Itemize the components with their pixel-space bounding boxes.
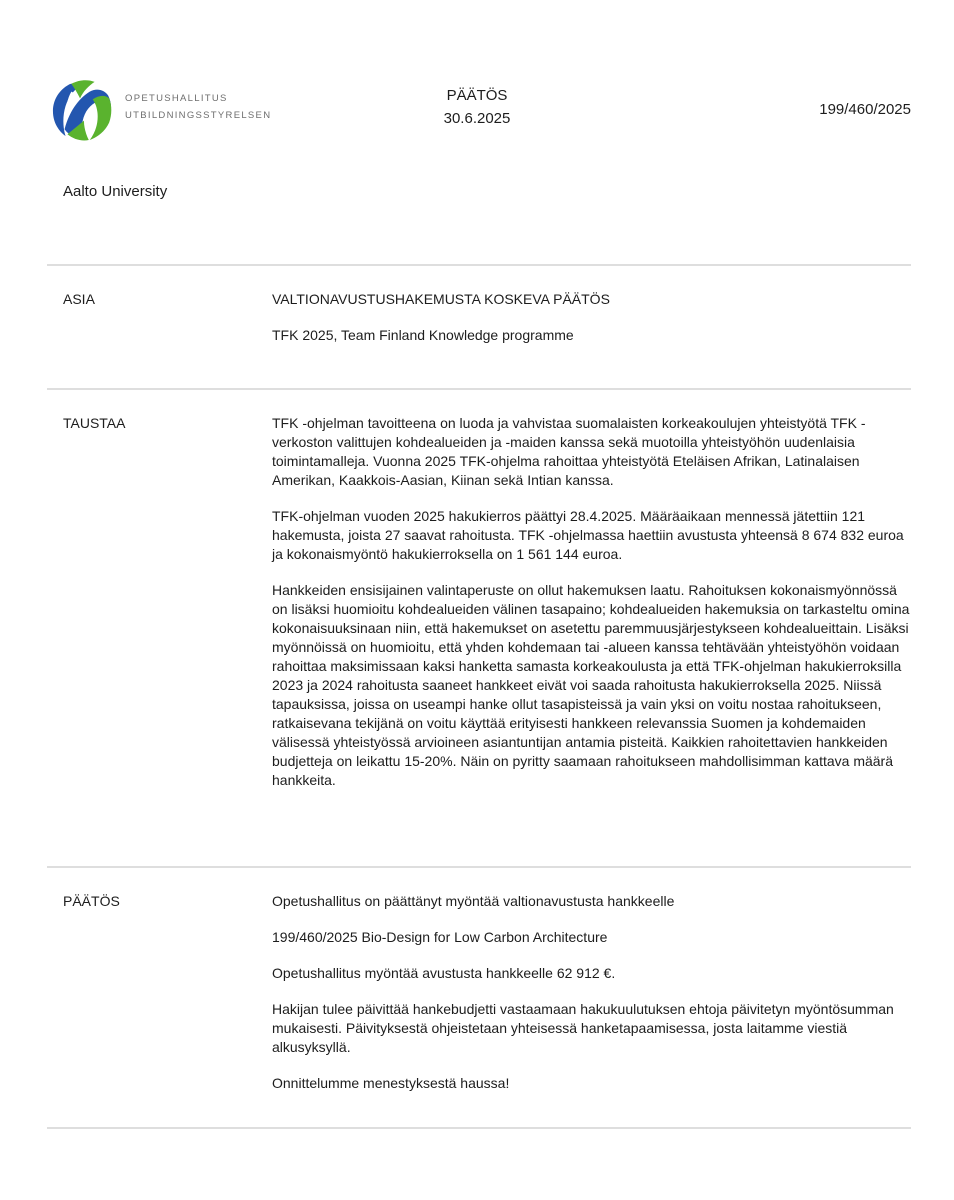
document-type-block: [0, 84, 954, 130]
document-date: 30.6.2025: [443, 110, 511, 127]
section-content: [272, 892, 911, 1127]
paragraph: 199/460/2025 Bio-Design for Low Carbon Architecture: [272, 929, 608, 945]
section-paatos: [47, 866, 911, 1127]
paragraph: TFK 2025, Team Finland Knowledge programme: [272, 327, 574, 343]
section-asia: [47, 264, 911, 388]
document-sections: [47, 264, 911, 1129]
section-label: TAUSTAA: [63, 415, 126, 431]
section-taustaa: [47, 388, 911, 866]
section-label: ASIA: [63, 291, 95, 307]
document-type: PÄÄTÖS: [446, 87, 508, 104]
recipient-name: Aalto University: [63, 183, 168, 200]
section-label: PÄÄTÖS: [63, 893, 120, 909]
paragraph: Opetushallitus on päättänyt myöntää valtionavustusta hankkeelle: [272, 893, 675, 909]
paragraph: Opetushallitus myöntää avustusta hankkeelle 62 912 €.: [272, 965, 616, 981]
paragraph: VALTIONAVUSTUSHAKEMUSTA KOSKEVA PÄÄTÖS: [272, 291, 610, 307]
section-content: [272, 290, 911, 388]
paragraph: TFK -ohjelman tavoitteena on luoda ja vahvistaa suomalaisten korkeakoulujen yhteistyötä TFK -verkoston valittujen kohdealueiden ja -maiden kanssa sekä muotoilla yhteistyöhön uudenlaisia toimintamalleja. Vuonna 2025 TFK-ohjelma rahoittaa yhteistyötä Eteläisen Afrikan, Latinalaisen Amerikan, Kaakkois-Aasian, Kiinan sekä Intian kanssa.: [272, 415, 866, 488]
bottom-divider: [47, 1127, 911, 1129]
section-content: [272, 414, 911, 866]
paragraph: Hankkeiden ensisijainen valintaperuste on ollut hakemuksen laatu. Rahoituksen kokonaismyönnössä on lisäksi huomioitu kohdealueiden välinen tasapaino; kohdealueiden hakemuksia on tarkasteltu omina kokonaisuuksinaan niin, että hakemukset on asetettu paremmuusjärjestykseen kohdealueittain. Lisäksi myönnöissä on huomioitu, että yhden kohdemaan tai -alueen kanssa tehtävään yhteistyöhön voidaan rahoittaa maksimissaan kaksi hanketta samasta korkeakoulusta ja että TFK-ohjelman hakukierroksilla 2023 ja 2024 rahoitusta saaneet hankkeet eivät voi saada rahoitusta hakukierroksella 2025. Niissä tapauksissa, joissa on useampi hanke ollut tasapisteissä ja vain yksi on voitu nostaa rahoitukseen, ratkaisevana tekijänä on voitu käyttää erityisesti hankkeen relevanssia Suomen ja kohdemaiden välisessä yhteistyössä arvioineen asiantuntijan antamia pisteitä. Kaikkien rahoitettavien hankkeiden budjetteja on leikattu 15-20%. Näin on pyritty saamaan rahoitukseen mahdollisimman kattava määrä hankkeita.: [272, 582, 910, 788]
paragraph: Onnittelumme menestyksestä haussa!: [272, 1075, 510, 1091]
reference-number: 199/460/2025: [819, 101, 911, 118]
paragraph: Hakijan tulee päivittää hankebudjetti vastaamaan hakukuulutuksen ehtoja päivitetyn myöntösumman mukaisesti. Päivityksestä ohjeistetaan yhteisessä hanketapaamisessa, josta laitamme viestiä alkusyksyllä.: [272, 1001, 894, 1055]
paragraph: TFK-ohjelman vuoden 2025 hakukierros päättyi 28.4.2025. Määräaikaan mennessä jätettiin 121 hakemusta, joista 27 saavat rahoitusta. TFK -ohjelmassa haettiin avustusta yhteensä 8 674 832 euroa ja kokonaismyöntö hakukierroksella on 1 561 144 euroa.: [272, 508, 904, 562]
logo-wordmark-line2: UTBILDNINGSSTYRELSEN: [125, 109, 272, 121]
logo-wordmark-line1: OPETUSHALLITUS: [125, 93, 228, 104]
